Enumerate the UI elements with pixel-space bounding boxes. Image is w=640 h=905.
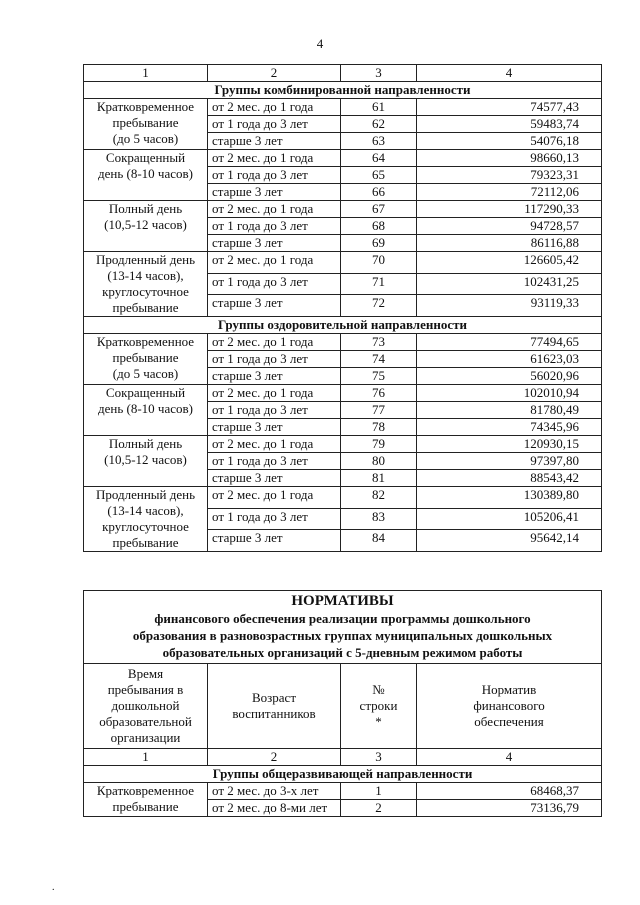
norm-value-cell: 95642,14 [417, 530, 602, 552]
norm-value-cell: 81780,49 [417, 402, 602, 419]
row-number-cell: 80 [341, 453, 417, 470]
row-number-cell: 69 [341, 235, 417, 252]
table-subtitle-line: финансового обеспечения реализации программы дошкольного [154, 611, 531, 626]
age-cell: от 2 мес. до 1 года [208, 385, 341, 402]
norm-value-cell: 74345,96 [417, 419, 602, 436]
norm-value-cell: 88543,42 [417, 470, 602, 487]
norm-value-cell: 94728,57 [417, 218, 602, 235]
row-number-cell: 64 [341, 150, 417, 167]
table-row [84, 385, 602, 402]
age-cell: от 2 мес. до 1 года [208, 99, 341, 116]
stay-type-cell: Продленный день (13-14 часов), круглосуточное пребывание [84, 487, 208, 552]
row-number-cell: 74 [341, 351, 417, 368]
column-number-row [84, 65, 602, 82]
age-cell: старше 3 лет [208, 295, 341, 317]
row-number-cell: 84 [341, 530, 417, 552]
age-cell: старше 3 лет [208, 530, 341, 552]
norm-value-cell: 130389,80 [417, 487, 602, 509]
row-number-cell: 61 [341, 99, 417, 116]
norm-value-cell: 77494,65 [417, 334, 602, 351]
group-title: Группы комбинированной направленности [84, 82, 602, 99]
column-number: 1 [84, 65, 208, 82]
column-number: 1 [84, 749, 208, 766]
group-title-row [84, 766, 602, 783]
group-title: Группы оздоровительной направленности [84, 317, 602, 334]
group-title-row [84, 82, 602, 99]
column-number: 3 [341, 749, 417, 766]
norm-value-cell: 102010,94 [417, 385, 602, 402]
row-number-cell: 78 [341, 419, 417, 436]
column-number: 3 [341, 65, 417, 82]
stay-type-cell: Кратковременное пребывание [84, 783, 208, 817]
age-cell: старше 3 лет [208, 235, 341, 252]
norms-table-5day [83, 590, 602, 817]
row-number-cell: 1 [341, 783, 417, 800]
row-number-cell: 68 [341, 218, 417, 235]
stay-type-cell: Сокращенный день (8-10 часов) [84, 385, 208, 436]
age-cell: от 2 мес. до 1 года [208, 436, 341, 453]
age-cell: от 1 года до 3 лет [208, 351, 341, 368]
column-number: 4 [417, 749, 602, 766]
row-number-cell: 2 [341, 800, 417, 817]
group-title-row [84, 317, 602, 334]
age-cell: от 2 мес. до 1 года [208, 150, 341, 167]
age-cell: от 2 мес. до 3-х лет [208, 783, 341, 800]
row-number-cell: 75 [341, 368, 417, 385]
age-cell: от 2 мес. до 1 года [208, 334, 341, 351]
norm-value-cell: 102431,25 [417, 273, 602, 295]
norm-value-cell: 120930,15 [417, 436, 602, 453]
norm-value-cell: 74577,43 [417, 99, 602, 116]
age-cell: от 1 года до 3 лет [208, 273, 341, 295]
age-cell: старше 3 лет [208, 133, 341, 150]
norm-value-cell: 61623,03 [417, 351, 602, 368]
norm-value-cell: 98660,13 [417, 150, 602, 167]
table-row [84, 99, 602, 116]
stay-type-cell: Сокращенный день (8-10 часов) [84, 150, 208, 201]
stay-type-cell: Продленный день (13-14 часов), круглосуточное пребывание [84, 252, 208, 317]
row-number-cell: 83 [341, 508, 417, 530]
age-cell: от 1 года до 3 лет [208, 508, 341, 530]
norm-value-cell: 86116,88 [417, 235, 602, 252]
row-number-cell: 62 [341, 116, 417, 133]
age-cell: от 2 мес. до 1 года [208, 487, 341, 509]
table-row [84, 201, 602, 218]
column-header-row [84, 664, 602, 749]
stay-type-cell: Кратковременное пребывание (до 5 часов) [84, 334, 208, 385]
table-row [84, 150, 602, 167]
norm-value-cell: 59483,74 [417, 116, 602, 133]
column-number-row [84, 749, 602, 766]
table-row [84, 487, 602, 509]
table-subtitle-line: образования в разновозрастных группах муниципальных дошкольных [132, 628, 553, 643]
table-row [84, 252, 602, 274]
stay-type-cell: Полный день (10,5-12 часов) [84, 201, 208, 252]
stay-type-cell: Полный день (10,5-12 часов) [84, 436, 208, 487]
table-subtitle-line: образовательных организаций с 5-дневным режимом работы [162, 645, 523, 660]
row-number-cell: 77 [341, 402, 417, 419]
norms-table-continuation [83, 64, 602, 552]
norm-value-cell: 97397,80 [417, 453, 602, 470]
row-number-cell: 76 [341, 385, 417, 402]
age-cell: от 1 года до 3 лет [208, 402, 341, 419]
table-row [84, 334, 602, 351]
page-number: 4 [316, 36, 324, 51]
norm-value-cell: 93119,33 [417, 295, 602, 317]
column-number: 4 [417, 65, 602, 82]
age-cell: старше 3 лет [208, 419, 341, 436]
age-cell: старше 3 лет [208, 184, 341, 201]
norm-value-cell: 73136,79 [417, 800, 602, 817]
age-cell: от 2 мес. до 1 года [208, 252, 341, 274]
age-cell: старше 3 лет [208, 368, 341, 385]
row-number-cell: 67 [341, 201, 417, 218]
column-number: 2 [208, 749, 341, 766]
table-row [84, 783, 602, 800]
age-cell: от 1 года до 3 лет [208, 167, 341, 184]
age-cell: от 1 года до 3 лет [208, 116, 341, 133]
norm-value-cell: 126605,42 [417, 252, 602, 274]
norm-value-cell: 54076,18 [417, 133, 602, 150]
age-cell: старше 3 лет [208, 470, 341, 487]
header-age: Возраст воспитанников [208, 664, 341, 749]
page-mark: . [52, 882, 55, 893]
norm-value-cell: 72112,06 [417, 184, 602, 201]
table-title: НОРМАТИВЫ [291, 593, 394, 609]
table-title-row [84, 591, 602, 664]
age-cell: от 2 мес. до 8-ми лет [208, 800, 341, 817]
header-stay-time: Время пребывания в дошкольной образовательной организации [84, 664, 208, 749]
header-row-number: № строки * [341, 664, 417, 749]
table-row [84, 436, 602, 453]
norm-value-cell: 105206,41 [417, 508, 602, 530]
norm-value-cell: 117290,33 [417, 201, 602, 218]
row-number-cell: 81 [341, 470, 417, 487]
row-number-cell: 70 [341, 252, 417, 274]
row-number-cell: 65 [341, 167, 417, 184]
age-cell: от 2 мес. до 1 года [208, 201, 341, 218]
row-number-cell: 71 [341, 273, 417, 295]
row-number-cell: 79 [341, 436, 417, 453]
row-number-cell: 73 [341, 334, 417, 351]
norm-value-cell: 56020,96 [417, 368, 602, 385]
row-number-cell: 66 [341, 184, 417, 201]
group-title: Группы общеразвивающей направленности [84, 766, 602, 783]
row-number-cell: 72 [341, 295, 417, 317]
row-number-cell: 82 [341, 487, 417, 509]
stay-type-cell: Кратковременное пребывание (до 5 часов) [84, 99, 208, 150]
column-number: 2 [208, 65, 341, 82]
row-number-cell: 63 [341, 133, 417, 150]
age-cell: от 1 года до 3 лет [208, 218, 341, 235]
header-norm: Норматив финансового обеспечения [417, 664, 602, 749]
norm-value-cell: 68468,37 [417, 783, 602, 800]
age-cell: от 1 года до 3 лет [208, 453, 341, 470]
norm-value-cell: 79323,31 [417, 167, 602, 184]
